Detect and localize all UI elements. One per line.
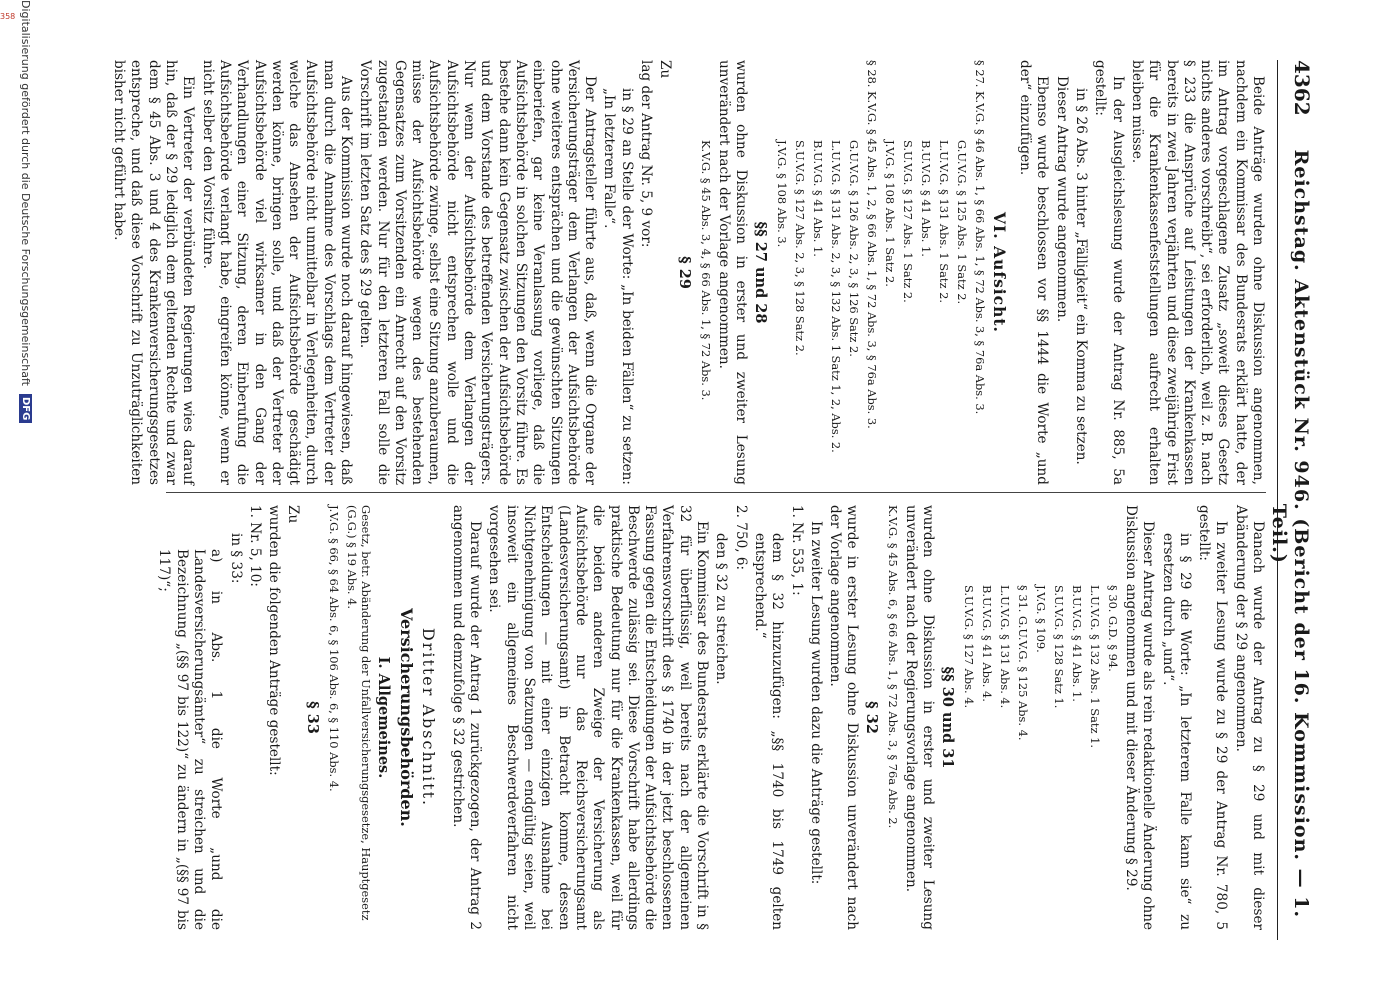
- law-reference: L.U.V.G. § 132 Abs. 1 Satz 1.: [1087, 585, 1102, 748]
- law-reference: § 27. K.V.G. § 46 Abs. 1, § 66 Abs. 1, § 72 Abs. 3, § 76a Abs. 3.: [972, 60, 987, 415]
- paragraph: Beide Anträge wurden ohne Diskussion angenommen, nachdem ein Kommissar des Bundesrats erklärt hatte, der im Antrag vorgeschlagene Zusatz „soweit dieses Gesetz nichts anderes vorschreibt“, sei erforderlich, weil z. B. nach § 233 die Ansprüche auf Leistungen der Krankenkassen bereits in zwei Jahren verjährten und diese zweijährige Frist für die Krankenkassenfeststellungen aufrecht erhalten bleiben müsse.: [1128, 60, 1266, 485]
- paragraph: Aus der Kommission wurde noch darauf hingewiesen, daß man durch die Annahme des Vorschlags dem Vertreter der Aufsichtsbehörde nicht unmittelbar in Verlegenheiten, durch welche das Ansehen der Aufsichtsbehörde geschädigt werden könne, bringen solle, und daß der Vertreter der Aufsichtsbehörde viel wirksamer in den Gang der Verhandlungen einer Sitzung, deren Einberufung die Aufsichtsbehörde verlangt habe, eingreifen könne, wenn er nicht selber den Vorsitz führe.: [199, 60, 355, 485]
- law-reference: J.V.G. § 66, § 64 Abs. 6, § 106 Abs. 6, § 110 Abs. 4.: [326, 505, 341, 792]
- quoted-motion: in § 29 die Worte: „In letzterem Falle kann sie“ zu ersetzen durch „und“.: [1159, 533, 1193, 930]
- paragraph-heading: §§ 27 und 28: [751, 221, 769, 324]
- chapter-heading: Dritter Abschnitt.: [418, 627, 438, 808]
- zu-label: Zu: [657, 60, 674, 79]
- law-reference: K.V.G. § 45 Abs. 6, § 66 Abs. 1, § 72 Abs. 3, § 76a Abs. 2.: [885, 505, 900, 829]
- law-reference: S.U.V.G. § 127 Abs. 4.: [961, 585, 976, 709]
- law-reference: B.U.V.G. § 41 Abs. 1.: [918, 140, 933, 257]
- paragraph: wurden ohne Diskussion in erster und zweiter Lesung unverändert nach der Vorlage angenommen.: [715, 60, 750, 485]
- paragraph: In der Ausgleichslesung wurde der Antrag Nr. 885, 5a gestellt:: [1092, 60, 1126, 485]
- law-reference: G.U.V.G. § 125 Abs. 1 Satz 2.: [954, 140, 969, 305]
- zu-label: Zu: [285, 505, 302, 524]
- law-reference: § 28. K.V.G. § 45 Abs. 1, 2, § 66 Abs. 1, § 72 Abs. 3, § 76a Abs. 3.: [864, 60, 879, 429]
- paragraph: In zweiter Lesung wurde zu § 29 der Antrag Nr. 780, 5 gestellt:: [1196, 505, 1230, 930]
- law-reference: L.U.V.G. § 131 Abs. 2, 3, § 132 Abs. 1 Satz 1, 2, Abs. 2.: [828, 140, 843, 453]
- law-reference: K.V.G. § 45 Abs. 3, 4, § 66 Abs. 1, § 72 Abs. 3.: [698, 140, 713, 401]
- section-heading: VI. Aufsicht.: [989, 212, 1009, 333]
- law-reference: J.V.G. § 108 Abs. 3.: [774, 140, 789, 248]
- page-number: 4362: [1290, 60, 1314, 116]
- law-reference: § 30. G.D. § 94.: [1105, 585, 1120, 672]
- running-title: Reichstag. Aktenstück Nr. 946. (Bericht der 16. Kommission. — 1. Teil.): [1268, 149, 1312, 919]
- right-column: [153, 505, 1266, 930]
- law-reference: S.U.V.G. § 127 Abs. 1 Satz 2.: [900, 140, 915, 303]
- dfg-logo: DFG: [19, 394, 32, 423]
- chapter-title: Versicherungsbehörden.: [397, 608, 417, 827]
- paragraph: lag der Antrag Nr. 5, 9 vor:: [638, 60, 655, 248]
- law-reference: J.V.G. § 109.: [1033, 585, 1048, 653]
- paragraph: Dieser Antrag wurde als rein redaktionelle Änderung ohne Diskussion angenommen und mit dieser Änderung § 29.: [1122, 505, 1157, 930]
- quoted-motion: in § 29 an Stelle der Worte: „In beiden Fällen“ zu setzen: „In letzterem Falle“.: [601, 88, 635, 485]
- paragraph-heading: §§ 30 und 31: [938, 666, 956, 769]
- law-reference: L.U.V.G. § 131 Abs. 4.: [997, 585, 1012, 709]
- quoted-motion: dem § 32 hinzuzufügen: „§§ 1740 bis 1749 gelten entsprechend.“: [751, 533, 786, 930]
- page-header: [1268, 60, 1314, 940]
- law-reference: Gesetz, betr. Abänderung der Unfallversicherungsgesetze, Hauptgesetz (G.G.) § 19 Abs. 4.: [344, 505, 373, 921]
- column-divider: [166, 492, 1266, 493]
- law-reference: L.U.V.G. § 131 Abs. 1 Satz 2.: [936, 140, 951, 303]
- law-reference: G.U.V.G. § 126 Abs. 2, 3, § 126 Satz 2.: [846, 140, 861, 357]
- digitization-footer: [19, 0, 32, 1000]
- motion-item: 1. Nr. 5, 10:: [246, 505, 263, 587]
- law-reference: B.U.V.G. § 41 Abs. 1.: [810, 140, 825, 257]
- paragraph: In zweiter Lesung wurden dazu die Anträge gestellt:: [807, 521, 824, 885]
- quoted-motion: den § 32 zu streichen.: [713, 533, 730, 685]
- paragraph-heading: § 33: [303, 701, 321, 734]
- paragraph: Darauf wurde der Antrag 1 zurückgezogen, der Antrag 2 angenommen und demzufolge § 32 gestrichen.: [449, 505, 484, 930]
- motion-item: 1. Nr. 535, 1:: [788, 505, 805, 596]
- law-reference: § 31. G.U.V.G. § 125 Abs. 4.: [1015, 585, 1030, 741]
- quoted-motion: a) in Abs. 1 die Worte „und die Landesversicherungsämter“ zu streichen und die Bezeichnung „(§§ 97 bis 122)“ zu ändern in „(§§ 97 bis 117)“;: [156, 549, 225, 930]
- footer-text: Digitalisierung gefördert durch die Deutsche Forschungsgemeinschaft: [19, 0, 32, 386]
- subsection-heading: I. Allgemeines.: [375, 656, 393, 779]
- paragraph: wurde in erster Lesung ohne Diskussion unverändert nach der Vorlage angenommen.: [827, 505, 861, 930]
- law-reference: B.U.V.G. § 41 Abs. 1.: [1069, 585, 1084, 702]
- paragraph-heading: § 32: [862, 701, 880, 734]
- law-reference: J.V.G. § 108 Abs. 1 Satz 2.: [882, 140, 897, 287]
- left-column: [108, 60, 1266, 485]
- paragraph: Ebenso wurde beschlossen vor §§ 1444 die Worte „und der“ einzufügen.: [1017, 60, 1051, 485]
- law-reference: B.U.V.G. § 41 Abs. 4.: [979, 585, 994, 702]
- law-reference: S.U.V.G. § 127 Abs. 2, 3, § 128 Satz 2.: [792, 140, 807, 356]
- paragraph: Ein Kommissar des Bundesrats erklärte die Vorschrift in § 32 für überflüssig, weil bereits nach der allgemeinen Verfahrensvorschrift des § 1740 in der jetzt beschlossenen Fassung gegen die Entscheidungen der Aufsichtsbehörde die Beschwerde zulässig sei. Diese Vorschrift habe allerdings praktische Bedeutung nur für die Krankenkassen, weil für die beiden anderen Zweige der Versicherung als Aufsichtsbehörde nur das Reichsversicherungsamt (Landesversicherungsamt) in Betracht komme, dessen Entscheidungen — mit einer einzigen Ausnahme bei Nichtgenehmigung von Satzungen — endgültig seien, weil insoweit ein allgemeines Beschwerdeverfahren nicht vorgesehen sei.: [486, 505, 711, 930]
- corner-mark: 358: [0, 12, 16, 21]
- paragraph: wurden ohne Diskussion in erster und zweiter Lesung unverändert nach der Regierungsvorlage angenommen.: [903, 505, 937, 930]
- motion-item: in § 33:: [227, 533, 244, 584]
- paragraph-heading: § 29: [675, 256, 693, 289]
- paragraph: wurden die folgenden Anträge gestellt:: [266, 505, 283, 776]
- law-reference: S.U.V.G. § 128 Satz 1.: [1051, 585, 1066, 709]
- paragraph: Dieser Antrag wurde angenommen.: [1053, 76, 1070, 323]
- paragraph: Ein Vertreter der verbündeten Regierungen wies darauf hin, daß der § 29 lediglich dem geltenden Rechte und zwar dem § 45 Abs. 3 und 4 des Krankenversicherungsgesetzes entspreche, und daß diese Vorschrift zu Unzuträglichkeiten bisher nicht geführt habe.: [111, 60, 197, 485]
- paragraph: Danach wurde der Antrag zu § 29 und mit dieser Abänderung der § 29 angenommen.: [1232, 505, 1266, 930]
- quoted-motion: in § 26 Abs. 3 hinter „Fälligkeit“ ein Komma zu setzen.: [1073, 88, 1090, 465]
- motion-item: 2. 750, 6:: [732, 505, 749, 571]
- paragraph: Der Antragsteller führte aus, daß, wenn die Organe der Versicherungsträger dem Verlangen der Aufsichtsbehörde ohne weiteres entsprächen und die gewünschten Sitzungen einberiefen, gar keine Veranlassung vorliege, daß die Aufsichtsbehörde in solchen Sitzungen den Vorsitz führe. Es bestehe dann kein Gegensatz zwischen der Aufsichtsbehörde und dem Vorstande des betreffenden Versicherungsträgers. Nur wenn der Aufsichtsbehörde dem Verlangen der Aufsichtsbehörde nicht entsprechen wolle und die Aufsichtsbehörde zwinge, selbst eine Sitzung anzuberaumen, müsse der Aufsichtsbehörde wegen des bestehenden Gegensatzes zum Vorsitzenden ein Anrecht auf den Vorsitz zugestanden werden. Nur für den letzteren Fall solle die Vorschrift im letzten Satz des § 29 gelten.: [357, 60, 599, 485]
